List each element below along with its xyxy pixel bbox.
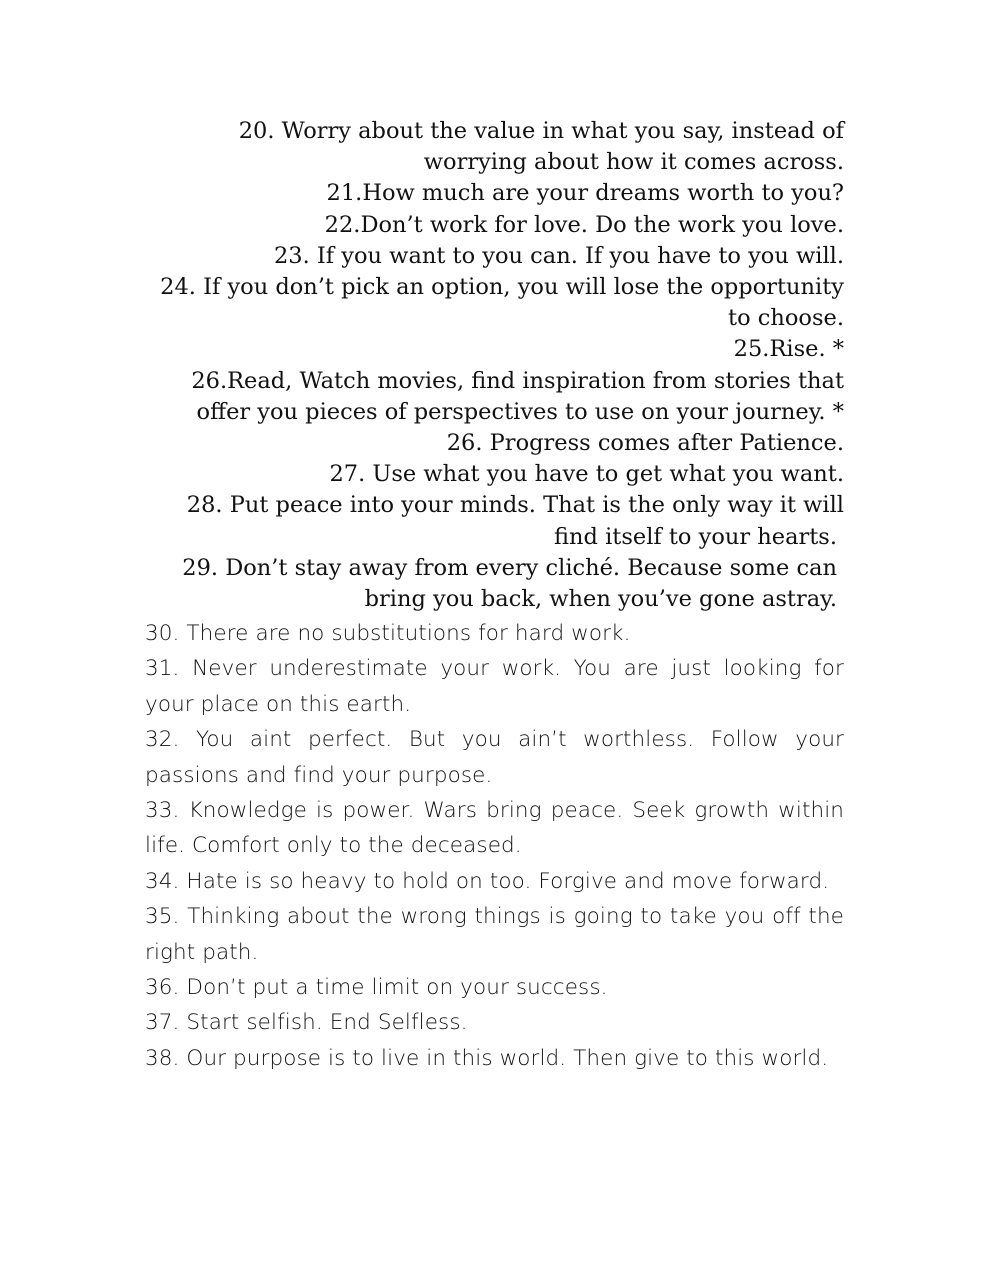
quote-line: 20. Worry about the value in what you say, instead of xyxy=(238,118,844,144)
quote-line: offer you pieces of perspectives to use on your journey. * xyxy=(196,398,844,425)
quote-26-progress xyxy=(145,428,844,459)
quote-21 xyxy=(145,178,844,209)
justified-quotes xyxy=(145,616,844,1076)
quote-35: 35. Thinking about the wrong things is going to take you off the right path. xyxy=(145,904,844,965)
quote-31: 31. Never underestimate your work. You are just looking for your place on this earth. xyxy=(145,656,844,717)
quote-24 xyxy=(145,272,844,334)
quote-line: 26.Read, Watch movies, find inspiration from stories that xyxy=(191,367,844,394)
quote-25 xyxy=(145,334,844,365)
quote-29 xyxy=(145,553,844,615)
quote-line: 28. Put peace into your minds. That is the only way it will xyxy=(186,492,844,519)
quote-line: 27. Use what you have to get what you want. xyxy=(329,461,844,488)
quote-line: bring you back, when you’ve gone astray. xyxy=(364,586,837,613)
quote-33: 33. Knowledge is power. Wars bring peace. Seek growth within life. Comfort only to the deceased. xyxy=(145,798,844,859)
quote-line: 25.Rise. * xyxy=(733,336,844,363)
quote-26-read xyxy=(145,366,844,428)
quote-line: 22.Don’t work for love. Do the work you love. xyxy=(324,211,844,238)
quote-36: 36. Don’t put a time limit on your success. xyxy=(145,975,608,1001)
quote-37: 37. Start selfish. End Selfless. xyxy=(145,1010,468,1036)
quote-22 xyxy=(145,210,844,241)
quote-28 xyxy=(145,490,844,552)
quote-30: 30. There are no substitutions for hard work. xyxy=(145,621,631,646)
quote-23 xyxy=(145,241,844,272)
quote-line: find itself to your hearts. xyxy=(554,523,837,550)
quote-line: to choose. xyxy=(728,305,844,332)
quote-line: 26. Progress comes after Patience. xyxy=(446,430,844,457)
quote-27 xyxy=(145,459,844,490)
quote-line: 21.How much are your dreams worth to you? xyxy=(326,180,844,207)
quote-32: 32. You aint perfect. But you ain’t worthless. Follow your passions and find your purpose. xyxy=(145,727,844,788)
quote-34: 34. Hate is so heavy to hold on too. Forgive and move forward. xyxy=(145,868,830,894)
quote-line: 29. Don’t stay away from every cliché. Because some can xyxy=(182,554,837,581)
quote-20 xyxy=(145,116,844,178)
quote-line: 24. If you don’t pick an option, you will lose the opportunity xyxy=(160,274,844,301)
right-aligned-quotes xyxy=(145,116,844,615)
quote-line: 23. If you want to you can. If you have to you will. xyxy=(273,242,844,269)
quote-line: worrying about how it comes across. xyxy=(423,149,844,176)
quote-38: 38. Our purpose is to live in this world. Then give to this world. xyxy=(145,1045,829,1071)
